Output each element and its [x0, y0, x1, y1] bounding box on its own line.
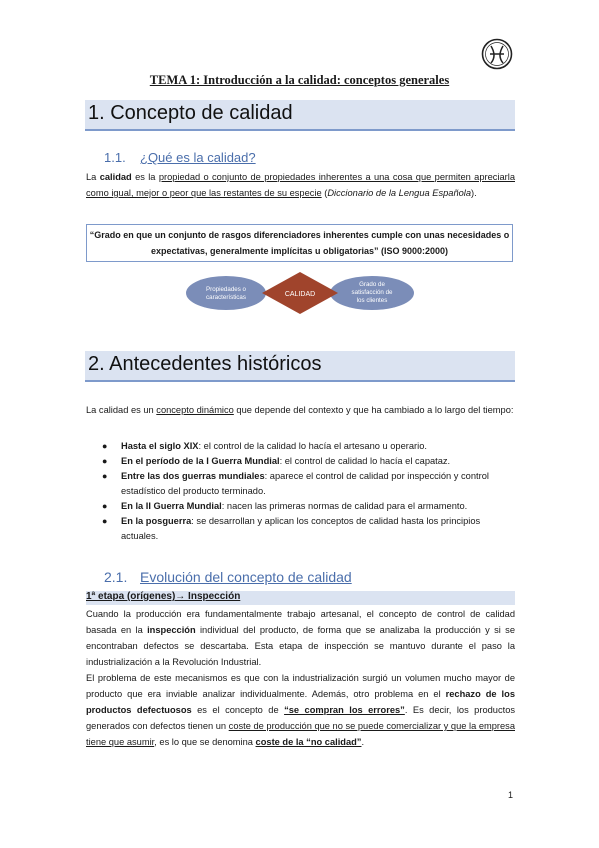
document-title: TEMA 1: Introducción a la calidad: conceptos generales	[149, 73, 450, 87]
paragraph-definition: La calidad es la propiedad o conjunto de propiedades inherentes a una cosa que permiten apreciarla como igual, mejor o peor que las restantes de su especie (Diccionario de la Lengua Española).	[86, 172, 515, 198]
list-item: ● En la posguerra: se desarrollan y aplican los conceptos de calidad hasta los principios actuales.	[102, 516, 481, 541]
diagram-left-ellipse	[186, 276, 266, 310]
paragraph-history-intro: La calidad es un concepto dinámico que depende del contexto y que ha cambiado a lo largo del tiempo:	[86, 405, 514, 415]
section-heading-1	[85, 100, 515, 131]
iso-definition-quote: “Grado en que un conjunto de rasgos diferenciadores inherentes cumple con unas necesidades o expectativas, generalmente implícitas u obligatorias” (ISO 9000:2000)	[86, 224, 513, 262]
diagram-left-label-2: características	[206, 294, 246, 301]
subheading-number: 2.1.	[104, 569, 128, 585]
stage-1-heading	[86, 591, 515, 605]
diagram-center-label: CALIDAD	[284, 291, 316, 298]
list-item: ● Entre las dos guerras mundiales: aparece el control de calidad por inspección y control estadístico del producto terminado.	[102, 471, 489, 496]
stage-1-heading-text: 1ª etapa (orígenes)→ Inspección	[86, 591, 241, 602]
paragraph-no-quality-cost: El problema de este mecanismos es que con la industrialización surgió un volumen mucho mayor de producto que era inviable analizar individualmente. Además, otro problema en el rechazo de los productos defectuosos es el concepto de “se compran los errores”. Es decir, los productos generados con defectos tienen un coste de producción que no se puede comercializar y que la empresa tiene que asumir, es lo que se denomina coste de la “no calidad”.	[86, 673, 516, 747]
list-item: ● En el período de la I Guerra Mundial: el control de calidad lo hacía el capataz.	[102, 454, 515, 469]
page-number: 1	[508, 790, 514, 800]
bullet-icon: ●	[102, 471, 108, 481]
diagram-right-label-1: Grado de	[359, 281, 385, 288]
subheading-title: Evolución del concepto de calidad	[140, 569, 352, 585]
section-heading-2-text: 2. Antecedentes históricos	[88, 353, 322, 375]
bullet-icon: ●	[102, 516, 108, 526]
list-item: ● Hasta el siglo XIX: el control de la calidad lo hacía el artesano u operario.	[102, 439, 515, 454]
subheading-title: ¿Qué es la calidad?	[140, 150, 256, 165]
diagram-right-label-2: satisfacción de	[351, 289, 393, 296]
bullet-icon: ●	[102, 456, 108, 466]
university-seal-icon	[481, 38, 513, 70]
section-heading-1-text: 1. Concepto de calidad	[88, 102, 293, 124]
diagram-right-label-3: los clientes	[356, 297, 388, 304]
subheading-2-1	[104, 569, 352, 585]
list-item: ● En la II Guerra Mundial: nacen las primeras normas de calidad para el armamento.	[102, 499, 515, 514]
subheading-1-1	[104, 150, 256, 165]
paragraph-inspection: Cuando la producción era fundamentalmente trabajo artesanal, el concepto de control de calidad basada en la inspección individual del producto, de forma que se analizaba la producción y si se encontraban defectos se descartaba. Esta etapa de inspección se mantuvo durante el paso la industrialización a la Revolución Industrial.	[86, 609, 516, 667]
quality-diagram	[186, 272, 414, 314]
bullet-icon: ●	[102, 441, 108, 451]
subheading-number: 1.1.	[104, 150, 126, 165]
history-list	[102, 439, 515, 544]
section-heading-2	[85, 351, 515, 382]
diagram-left-label-1: Propiedades o	[206, 286, 246, 293]
bullet-icon: ●	[102, 501, 108, 511]
